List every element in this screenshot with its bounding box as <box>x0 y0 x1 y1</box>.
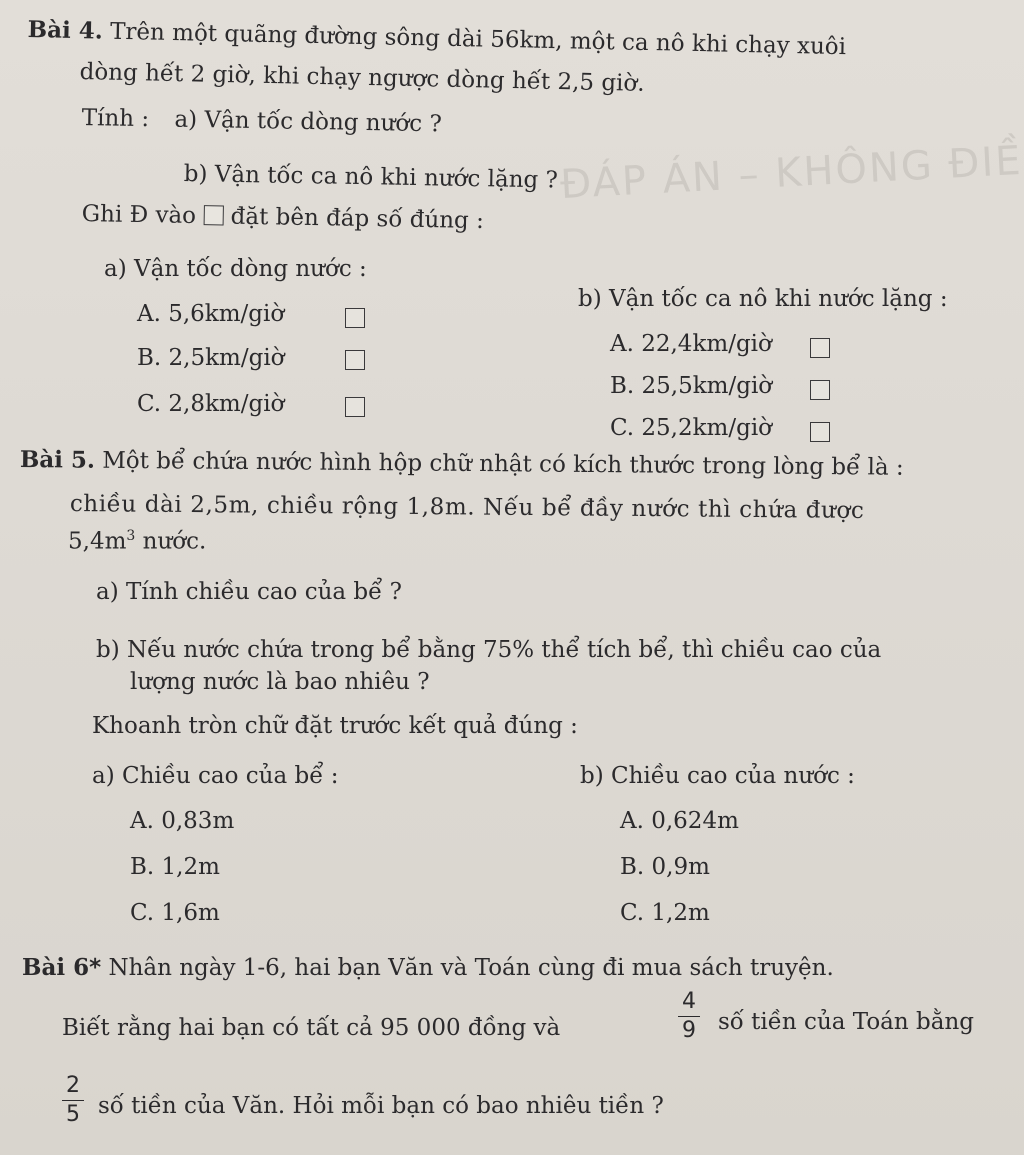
bai4-a-option-3-box[interactable] <box>345 397 365 417</box>
bai5-line1 <box>20 446 904 482</box>
bai4-a-title: a) Vận tốc dòng nước : <box>104 256 367 282</box>
fraction-bar <box>678 1016 700 1017</box>
bai4-instruction <box>82 200 485 235</box>
fraction-bar <box>62 1100 84 1101</box>
bai6-line1 <box>22 954 834 982</box>
bai4-number: Bài 4. <box>27 16 104 45</box>
bai5-number: Bài 5. <box>19 446 96 474</box>
bai6-line2-pre: Biết rằng hai bạn có tất cả 95 000 đồng và <box>62 1015 561 1041</box>
bai4-b-option-3-box[interactable] <box>810 422 830 442</box>
answer-checkbox-icon <box>203 205 223 225</box>
bai5-a-option-2[interactable]: B. 1,2m <box>130 854 220 880</box>
bai5-line3 <box>68 522 206 556</box>
bai5-text-line1: Một bể chứa nước hình hộp chữ nhật có kích thước trong lòng bể là : <box>102 447 904 481</box>
bai5-a-option-3[interactable]: C. 1,6m <box>130 900 220 926</box>
bai6-text-line1: Nhân ngày 1-6, hai bạn Văn và Toán cùng đi mua sách truyện. <box>108 955 834 981</box>
bai4-line1 <box>27 16 846 61</box>
bai6-line3: số tiền của Văn. Hỏi mỗi bạn có bao nhiêu tiền ? <box>98 1093 664 1119</box>
bai6-line2-post: số tiền của Toán bằng <box>718 1009 974 1035</box>
fraction-2-5-denominator: 5 <box>66 1102 80 1127</box>
bai4-b-option-2-box[interactable] <box>810 380 830 400</box>
bai4-text-line1: Trên một quãng đường sông dài 56km, một ca nô khi chạy xuôi <box>109 18 847 61</box>
fraction-4-9 <box>676 990 702 1043</box>
bai5-line3-rest: nước. <box>142 528 207 555</box>
bai4-a-option-2: B. 2,5km/giờ <box>137 345 285 371</box>
fraction-2-5-numerator: 2 <box>66 1073 80 1098</box>
bai5-b-option-1[interactable]: A. 0,624m <box>620 808 739 834</box>
bai4-b-option-3: C. 25,2km/giờ <box>610 415 773 441</box>
bai4-ghi-pre: Ghi Đ vào <box>81 200 197 229</box>
bai4-line2: dòng hết 2 giờ, khi chạy ngược dòng hết 2,5 giờ. <box>79 58 645 97</box>
bai4-b-option-1: A. 22,4km/giờ <box>610 331 772 357</box>
bai4-b-option-1-box[interactable] <box>810 338 830 358</box>
bai4-a-option-1: A. 5,6km/giờ <box>137 301 285 327</box>
fraction-2-5 <box>60 1074 86 1127</box>
bai5-b-option-2[interactable]: B. 0,9m <box>620 854 710 880</box>
bleed-through-text: ĐÁP ÁN – KHÔNG ĐIỀ <box>559 137 1024 209</box>
bai6-number: Bài 6 <box>22 954 90 981</box>
bai4-b-title: b) Vận tốc ca nô khi nước lặng : <box>578 286 948 312</box>
bai5-a-title: a) Chiều cao của bể : <box>92 763 339 789</box>
fraction-4-9-denominator: 9 <box>682 1018 696 1043</box>
bai4-qa: a) Vận tốc dòng nước ? <box>174 106 443 138</box>
bai4-tinh-label: Tính : <box>81 104 150 133</box>
bai6-star: * <box>89 955 102 981</box>
bai4-b-option-2: B. 25,5km/giờ <box>610 373 773 399</box>
bai5-line2: chiều dài 2,5m, chiều rộng 1,8m. Nếu bể đầy nước thì chứa được <box>69 490 865 524</box>
bai5-b-title: b) Chiều cao của nước : <box>580 763 855 789</box>
bai4-ghi-post: đặt bên đáp số đúng : <box>230 203 485 235</box>
bai4-a-option-3: C. 2,8km/giờ <box>137 391 285 417</box>
bai5-qa: a) Tính chiều cao của bể ? <box>96 579 402 605</box>
bai4-a-option-1-box[interactable] <box>345 308 365 328</box>
bai5-a-option-1[interactable]: A. 0,83m <box>130 808 235 834</box>
bai5-instruction: Khoanh tròn chữ đặt trước kết quả đúng : <box>92 713 578 739</box>
bai5-qb-line2: lượng nước là bao nhiêu ? <box>130 669 430 695</box>
bai5-volume: 5,4m <box>68 528 127 555</box>
bai5-b-option-3[interactable]: C. 1,2m <box>620 900 710 926</box>
bai5-qb-line1: b) Nếu nước chứa trong bể bằng 75% thể tích bể, thì chiều cao của <box>96 637 882 663</box>
bai5-volume-exp: 3 <box>126 528 136 544</box>
fraction-4-9-numerator: 4 <box>682 989 696 1014</box>
bai4-qb: b) Vận tốc ca nô khi nước lặng ? <box>183 160 559 194</box>
bai4-question-a <box>82 104 443 138</box>
bai4-a-option-2-box[interactable] <box>345 350 365 370</box>
